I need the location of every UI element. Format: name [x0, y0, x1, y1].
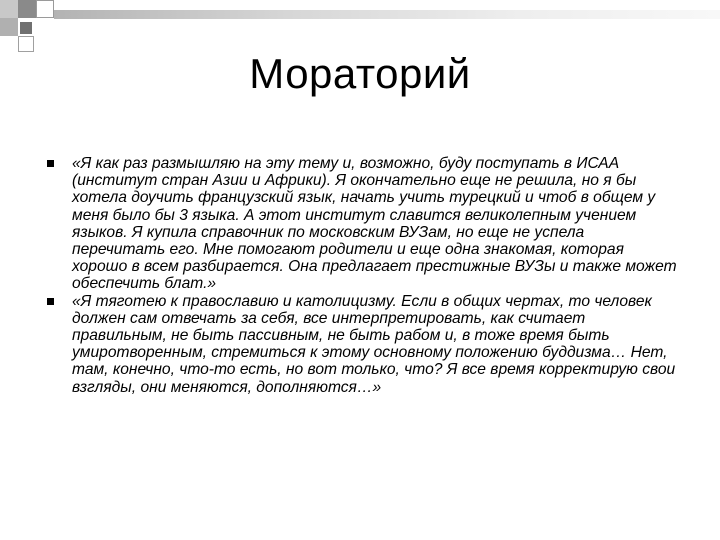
bullet-item: [40, 293, 680, 396]
slide-title: Мораторий: [249, 50, 471, 97]
square-bullet-icon: [47, 160, 54, 167]
decor-horizontal-bar: [54, 10, 720, 19]
square-bullet-icon: [47, 298, 54, 305]
decor-square-outline: [36, 0, 54, 18]
bullet-text: «Я как раз размышляю на эту тему и, возможно, буду поступать в ИСАА (институт стран Азии и Африки). Я окончательно еще не решила, но я бы хотела доучить французский язык, начать учить турецкий и чтоб в общем у меня было бы 3 языка. А этот институт славится великолепным учением языков. Я купила справочник по московским ВУЗам, но еще не успела перечитать его. Мне помогают родители и еще одна знакомая, которая хорошо в всем разбирается. Она предлагает престижные ВУЗы и также может обеспечить блат.»: [72, 155, 677, 293]
decor-square-dark: [18, 0, 36, 18]
bullet-text: «Я тяготею к православию и католицизму. Если в общих чертах, то человек должен сам отвечать за себя, все интерпретировать, как считает правильным, не быть пассивным, не быть рабом и, в тоже время быть умиротворенным, стремиться к этому основному положению буддизма… Нет, там, конечно, что-то есть, но вот только, что? Я все время корректирую свои взгляды, они меняются, дополняются…»: [72, 292, 676, 396]
decor-square-small: [20, 22, 32, 34]
bullet-list: [40, 155, 680, 396]
decor-square-light: [0, 0, 18, 18]
bullet-item: [40, 155, 680, 293]
decor-square-mid: [0, 18, 18, 36]
